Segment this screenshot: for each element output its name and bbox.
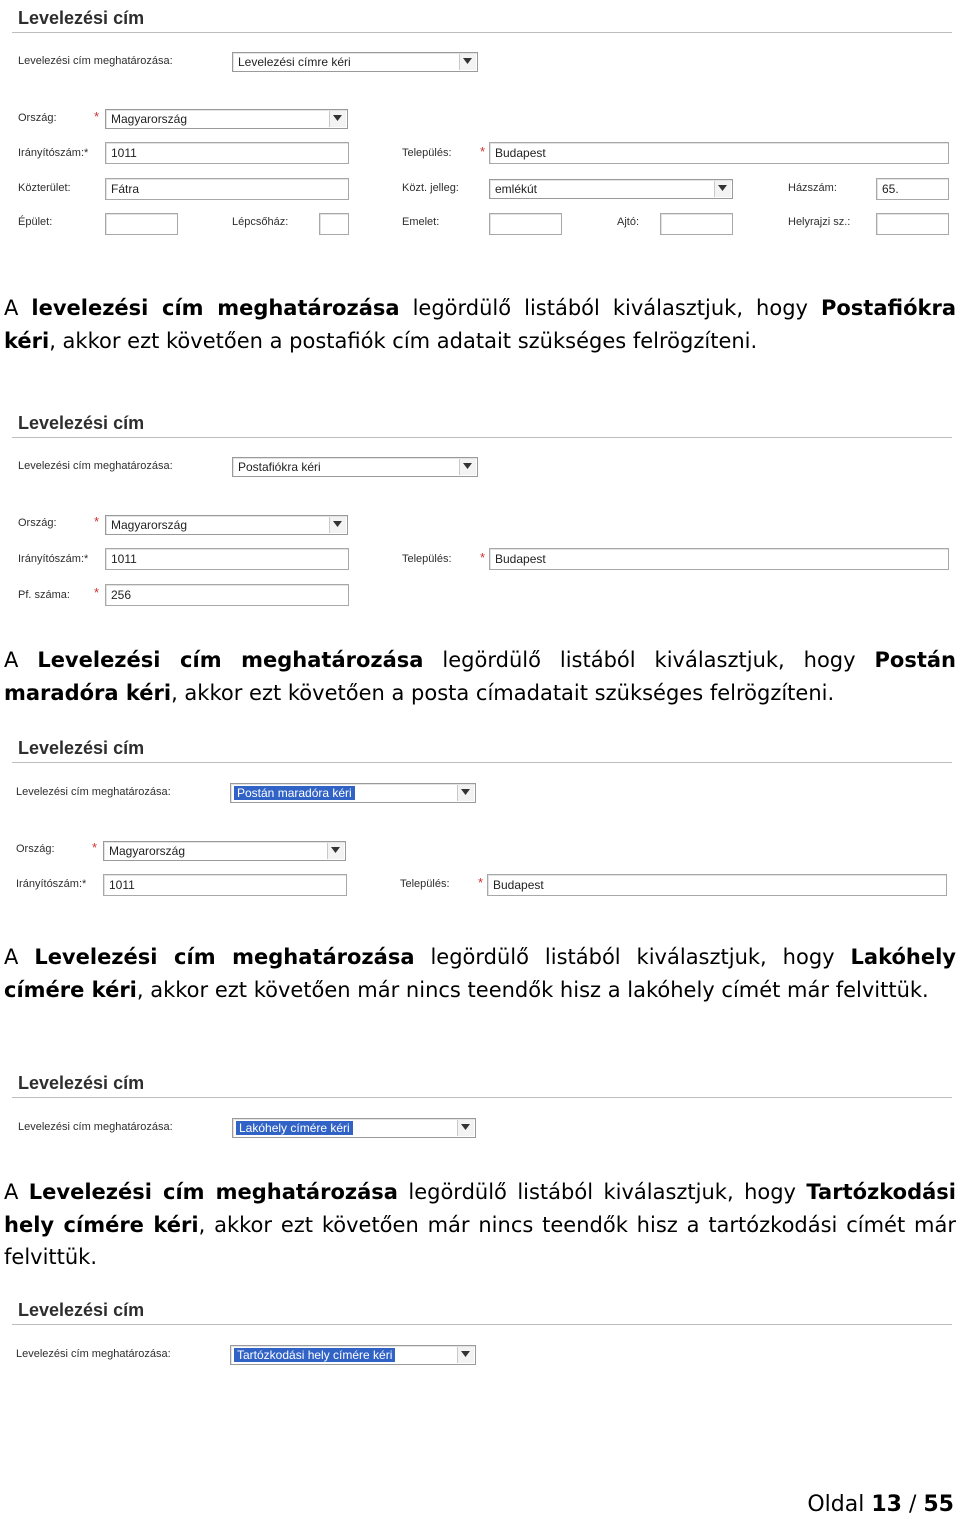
chevron-down-icon[interactable] [327,843,344,859]
street-input[interactable] [105,178,349,200]
floor-label: Emelet: [402,216,440,228]
chevron-down-icon[interactable] [457,785,474,801]
description-paragraph-4 [4,1176,956,1274]
mode-select[interactable] [232,457,478,477]
mode-select[interactable] [230,1345,476,1365]
street-input-value: Fátra [111,182,140,196]
text: legördülő listából kiválasztjuk, hogy [423,648,875,672]
text: A [4,296,32,320]
door-input[interactable] [660,213,733,235]
mode-select[interactable] [232,1118,476,1138]
mode-select-value: Tartózkodási hely címére kéri [234,1348,395,1362]
panel-divider [12,437,952,438]
staircase-label: Lépcsőház: [232,216,289,228]
bold-text: Tartózkodási hely címére kéri [4,1180,956,1237]
text: A [4,1180,29,1204]
chevron-down-icon[interactable] [329,517,346,533]
mode-select-value: Levelezési címre kéri [238,55,351,69]
bold-text: Postafiókra kéri [4,296,956,353]
bold-text: levelezési cím meghatározása [31,296,400,320]
country-select-value: Magyarország [111,518,188,532]
street-type-label: Közt. jelleg: [402,182,459,194]
panel-title: Levelezési cím [18,413,145,433]
mailing-address-panel-5 [12,1300,952,1375]
mailing-address-panel-2 [12,413,952,613]
chevron-down-icon[interactable] [457,1347,474,1363]
street-type-select[interactable] [489,179,733,199]
panel-divider [12,1097,952,1098]
zip-label: Irányítószám:* [18,553,89,565]
city-label: Település: [400,878,450,890]
city-input-value: Budapest [493,878,544,892]
required-marker: * [94,514,100,529]
zip-label: Irányítószám:* [16,878,87,890]
zip-label: Irányítószám:* [18,147,89,159]
street-type-select-value: emlékút [495,182,538,196]
house-number-input-value: 65. [882,182,899,196]
description-paragraph-3 [4,941,956,1006]
zip-input[interactable] [103,874,347,896]
text: legördülő listából kiválasztjuk, hogy [414,945,851,969]
po-box-input-value: 256 [111,588,132,602]
mode-select[interactable] [230,783,476,803]
zip-input[interactable] [105,548,349,570]
city-input-value: Budapest [495,146,546,160]
page-prefix: Oldal [807,1492,872,1517]
po-box-label: Pf. száma: [18,589,70,601]
country-select[interactable] [105,109,348,129]
required-marker: * [94,585,100,600]
required-marker: * [480,550,486,565]
page-number [807,1492,954,1517]
city-input[interactable] [489,142,949,164]
chevron-down-icon[interactable] [459,459,476,475]
page-separator: / [901,1492,924,1517]
text: , akkor ezt követően már nincs teendők hisz a lakóhely címét már felvittük. [136,977,929,1002]
mode-label: Levelezési cím meghatározása: [16,786,171,798]
city-input[interactable] [487,874,947,896]
description-paragraph-1 [4,292,956,357]
mode-select-value: Lakóhely címére kéri [236,1121,353,1135]
mode-label: Levelezési cím meghatározása: [18,460,173,472]
mode-select-value: Postán maradóra kéri [234,786,355,800]
panel-divider [12,762,952,763]
text: , akkor ezt követően a postafiók cím adatait szükséges felrögzíteni. [49,328,758,353]
po-box-input[interactable] [105,584,349,606]
bold-text: Levelezési cím meghatározása [28,1180,398,1204]
mode-label: Levelezési cím meghatározása: [18,1121,173,1133]
chevron-down-icon[interactable] [714,181,731,197]
bold-text: Postán maradóra kéri [4,648,956,705]
chevron-down-icon[interactable] [459,54,476,70]
chevron-down-icon[interactable] [329,111,346,127]
street-label: Közterület: [18,182,71,194]
city-input[interactable] [489,548,949,570]
building-label: Épület: [18,216,53,228]
city-input-value: Budapest [495,552,546,566]
country-select[interactable] [105,515,348,535]
country-label: Ország: [18,112,57,124]
lot-number-input[interactable] [876,213,949,235]
country-select-value: Magyarország [111,112,188,126]
panel-title: Levelezési cím [18,1073,145,1093]
zip-input-value: 1011 [111,146,137,160]
required-marker: * [94,109,100,124]
total-pages: 55 [923,1492,954,1517]
panel-title: Levelezési cím [18,8,145,28]
panel-title: Levelezési cím [18,738,145,758]
lot-number-label: Helyrajzi sz.: [788,216,851,228]
required-marker: * [478,875,484,890]
country-label: Ország: [16,843,55,855]
door-label: Ajtó: [617,216,640,228]
zip-input[interactable] [105,142,349,164]
text: A [4,945,35,969]
current-page: 13 [871,1492,902,1517]
bold-text: Levelezési cím meghatározása [37,648,424,672]
mode-label: Levelezési cím meghatározása: [18,55,173,67]
city-label: Település: [402,553,452,565]
text: A [4,648,38,672]
text: , akkor ezt követően már nincs teendők hisz a tartózkodási címét már felvittük. [4,1212,956,1269]
floor-input[interactable] [489,213,562,235]
mailing-address-panel-4 [12,1073,952,1148]
zip-input-value: 1011 [111,552,137,566]
panel-divider [12,32,952,33]
staircase-input[interactable] [319,213,349,235]
country-select[interactable] [103,841,346,861]
required-marker: * [92,840,98,855]
mailing-address-panel-1 [12,8,952,248]
bold-text: Lakóhely címére kéri [4,945,956,1002]
text: , akkor ezt követően a posta címadatait szükséges felrögzíteni. [171,680,835,705]
mode-label: Levelezési cím meghatározása: [16,1348,171,1360]
panel-divider [12,1324,952,1325]
mailing-address-panel-3 [12,738,952,903]
zip-input-value: 1011 [109,878,135,892]
description-paragraph-2 [4,644,956,709]
mode-select-value: Postafiókra kéri [238,460,321,474]
required-marker: * [480,144,486,159]
country-select-value: Magyarország [109,844,186,858]
country-label: Ország: [18,517,57,529]
building-input[interactable] [105,213,178,235]
chevron-down-icon[interactable] [457,1120,474,1136]
mode-select[interactable] [232,52,478,72]
panel-title: Levelezési cím [18,1300,145,1320]
bold-text: Levelezési cím meghatározása [34,945,415,969]
house-number-label: Házszám: [788,182,837,194]
city-label: Település: [402,147,452,159]
text: legördülő listából kiválasztjuk, hogy [399,296,821,320]
house-number-input[interactable] [876,178,949,200]
text: legördülő listából kiválasztjuk, hogy [397,1180,807,1204]
